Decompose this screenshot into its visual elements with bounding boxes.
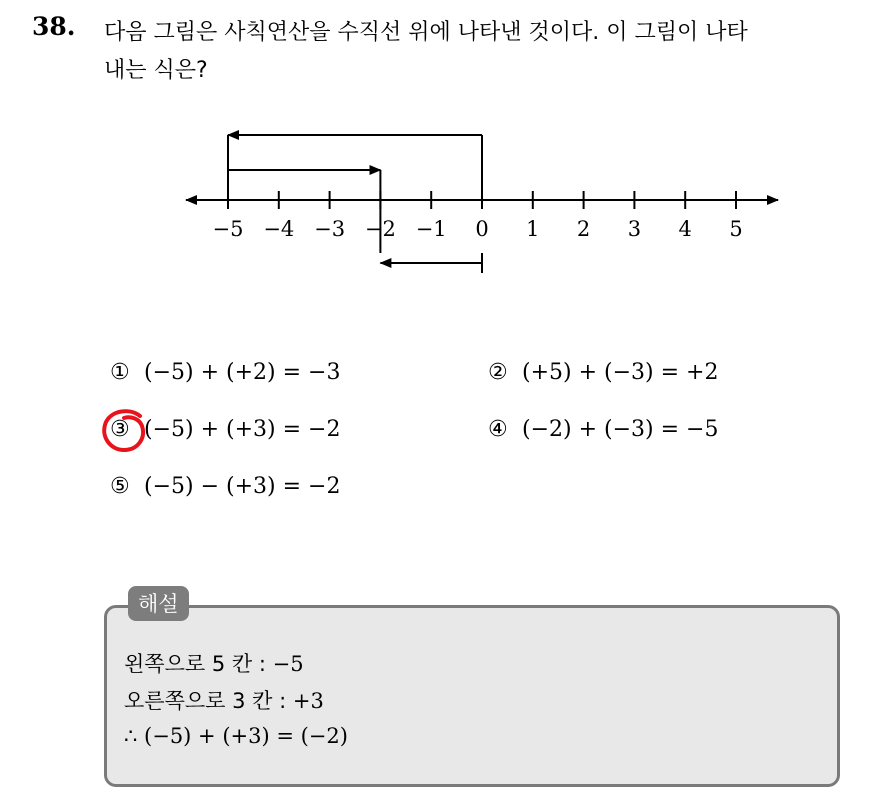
explanation-text: 왼쪽으로 5 칸 : <box>124 652 266 676</box>
choice-mark: ① <box>110 360 130 385</box>
explanation-value: −5 <box>272 652 304 676</box>
number-line-figure <box>0 0 884 300</box>
explanation-line-3: ∴ (−5) + (+3) = (−2) <box>124 724 348 748</box>
choice-mark: ② <box>488 360 508 385</box>
answer-circle-mark <box>100 406 152 456</box>
tick-label: −5 <box>212 217 244 241</box>
tick-label: −4 <box>263 217 295 241</box>
number-line <box>186 135 778 273</box>
tick-label: 1 <box>526 217 540 241</box>
choice-expression: (−5) + (+2) = −3 <box>144 360 341 385</box>
tick-label: −2 <box>364 217 396 241</box>
question-line-2: 내는 식은? <box>104 58 208 83</box>
choice-expression: (−5) − (+3) = −2 <box>144 474 341 499</box>
explanation-line-1 <box>124 648 304 678</box>
explanation-line-2 <box>124 685 324 715</box>
choice-mark: ③ <box>110 417 130 442</box>
explanation-tag: 해설 <box>128 586 189 621</box>
question-line-1: 다음 그림은 사칙연산을 수직선 위에 나타낸 것이다. 이 그림이 나타 <box>104 20 748 45</box>
choice-expression: (−5) + (+3) = −2 <box>144 417 341 442</box>
explanation-text: 오른쪽으로 3 칸 : <box>124 689 287 713</box>
tick-label: 2 <box>576 217 591 241</box>
tick-label: 3 <box>627 217 642 241</box>
choice-expression: (+5) + (−3) = +2 <box>522 360 719 385</box>
tick-label: −1 <box>415 217 447 241</box>
choice-mark: ⑤ <box>110 474 130 499</box>
tick-label: 0 <box>475 217 489 241</box>
choice-mark: ④ <box>488 417 508 442</box>
tick-label: 5 <box>729 217 743 241</box>
choice-5[interactable] <box>110 474 340 499</box>
choice-4[interactable] <box>488 417 718 442</box>
choice-1[interactable] <box>110 360 340 385</box>
question-number: 38. <box>32 12 76 41</box>
explanation-value: +3 <box>292 689 324 713</box>
tick-label: −3 <box>314 217 346 241</box>
choice-2[interactable] <box>488 360 718 385</box>
choice-expression: (−2) + (−3) = −5 <box>522 417 719 442</box>
tick-label: 4 <box>678 217 692 241</box>
